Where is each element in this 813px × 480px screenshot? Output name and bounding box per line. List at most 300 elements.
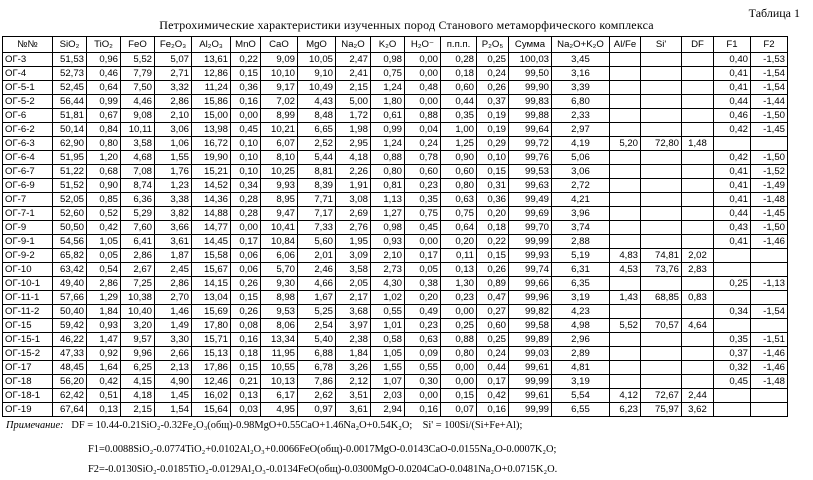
value-cell: 3,16 [552,67,610,81]
value-cell: 99,99 [509,403,552,417]
value-cell: 0,28 [441,53,477,67]
column-header: Na₂O+K₂O [552,37,610,53]
value-cell: 0,07 [441,403,477,417]
sample-id-cell: ОГ-4 [3,67,53,81]
value-cell: 3,51 [336,389,371,403]
value-cell: 0,21 [231,375,261,389]
value-cell [610,221,641,235]
value-cell: 0,10 [231,165,261,179]
value-cell [641,67,682,81]
value-cell [751,403,788,417]
value-cell: 0,51 [87,389,121,403]
value-cell: 0,42 [87,221,121,235]
value-cell: 50,14 [53,123,87,137]
value-cell [641,221,682,235]
value-cell: 0,93 [371,235,405,249]
value-cell: 1,02 [371,291,405,305]
value-cell: 99,99 [509,375,552,389]
sample-id-cell: ОГ-6-2 [3,123,53,137]
value-cell [682,207,714,221]
value-cell: 3,06 [155,123,192,137]
sample-id-cell: ОГ-6-7 [3,165,53,179]
value-cell [714,263,751,277]
value-cell [610,375,641,389]
value-cell: 5,25 [298,305,336,319]
value-cell: 0,75 [405,207,441,221]
value-cell: 3,20 [121,319,155,333]
sample-id-cell: ОГ-18 [3,375,53,389]
value-cell: 0,25 [714,277,751,291]
value-cell: 4,95 [261,403,298,417]
value-cell: 5,70 [261,263,298,277]
value-cell: 15,64 [192,403,231,417]
column-header: H₂O⁻ [405,37,441,53]
value-cell: 3,06 [552,165,610,179]
value-cell: 7,08 [121,165,155,179]
value-cell: 2,05 [336,277,371,291]
value-cell: 12,46 [192,375,231,389]
value-cell: 52,45 [53,81,87,95]
value-cell: 1,01 [371,319,405,333]
value-cell: 4,46 [121,95,155,109]
value-cell: 10,84 [261,235,298,249]
value-cell: 0,46 [714,109,751,123]
value-cell [610,95,641,109]
value-cell: 3,45 [552,53,610,67]
table-row [3,389,788,403]
value-cell: 99,88 [509,109,552,123]
value-cell: 3,97 [336,319,371,333]
value-cell [682,95,714,109]
value-cell: 65,82 [53,249,87,263]
value-cell [610,67,641,81]
value-cell: 0,42 [714,123,751,137]
value-cell: 0,55 [405,361,441,375]
table-row [3,67,788,81]
value-cell: -1,46 [751,235,788,249]
value-cell: 1,84 [336,347,371,361]
value-cell: 0,30 [405,375,441,389]
value-cell: 2,96 [552,333,610,347]
value-cell: 59,42 [53,319,87,333]
sample-id-cell: ОГ-7-1 [3,207,53,221]
value-cell: 1,48 [682,137,714,151]
value-cell: 10,21 [261,123,298,137]
value-cell [641,207,682,221]
value-cell: 0,41 [714,179,751,193]
value-cell: 2,38 [336,333,371,347]
column-header: Al₂O₃ [192,37,231,53]
value-cell: 67,64 [53,403,87,417]
value-cell: 10,41 [261,221,298,235]
value-cell [682,193,714,207]
value-cell [682,347,714,361]
value-cell: 0,16 [231,333,261,347]
value-cell: 1,30 [441,277,477,291]
value-cell [610,165,641,179]
value-cell: 0,19 [477,123,509,137]
petrochemical-table [2,36,788,417]
value-cell: 2,71 [155,67,192,81]
f1-formula: F1=0.0088SiO₂-0.0774TiO₂+0.0102Al₂O₃+0.0066FeO(общ)-0.0017MgO-0.0143CaO-0.0155Na₂O-0.0007K₂O; [88,444,557,455]
value-cell: 2,10 [371,249,405,263]
value-cell: 2,01 [298,249,336,263]
value-cell: 14,15 [192,277,231,291]
value-cell: 0,60 [441,165,477,179]
value-cell: 4,18 [336,151,371,165]
value-cell: 0,96 [87,53,121,67]
value-cell: -1,50 [751,109,788,123]
value-cell [610,235,641,249]
value-cell [610,207,641,221]
value-cell: 0,05 [405,263,441,277]
value-cell: 4,12 [610,389,641,403]
value-cell: 0,00 [405,53,441,67]
value-cell: 56,44 [53,95,87,109]
value-cell: 99,61 [509,361,552,375]
value-cell: 9,17 [261,81,298,95]
value-cell: -1,54 [751,305,788,319]
value-cell: 0,16 [231,95,261,109]
value-cell: 0,06 [231,249,261,263]
value-cell: 10,38 [121,291,155,305]
value-cell: 4,53 [610,263,641,277]
value-cell: 3,82 [155,207,192,221]
value-cell: 4,21 [552,193,610,207]
value-cell: 2,45 [155,263,192,277]
value-cell: 0,44 [714,207,751,221]
table-row [3,221,788,235]
value-cell [641,165,682,179]
value-cell: 8,10 [261,151,298,165]
value-cell: 0,15 [477,249,509,263]
value-cell: 0,67 [87,109,121,123]
value-cell: 0,43 [714,221,751,235]
sample-id-cell: ОГ-5-2 [3,95,53,109]
value-cell: 0,18 [477,221,509,235]
table-row [3,263,788,277]
value-cell: 0,23 [441,291,477,305]
value-cell: 0,04 [405,123,441,137]
value-cell: -1,46 [751,361,788,375]
value-cell: 99,99 [509,235,552,249]
value-cell: 6,17 [261,389,298,403]
value-cell: 0,00 [405,389,441,403]
value-cell: 99,96 [509,291,552,305]
value-cell: 4,18 [121,389,155,403]
value-cell: 1,13 [371,193,405,207]
value-cell: 99,89 [509,333,552,347]
value-cell: 3,08 [336,193,371,207]
sample-id-cell: ОГ-7 [3,193,53,207]
value-cell: 0,28 [231,193,261,207]
value-cell: 0,28 [231,207,261,221]
table-row [3,165,788,179]
value-cell: 14,52 [192,179,231,193]
value-cell [641,333,682,347]
value-cell: 9,96 [121,347,155,361]
value-cell: 3,58 [336,263,371,277]
value-cell: 2,69 [336,207,371,221]
value-cell: 4,68 [121,151,155,165]
value-cell: -1,45 [751,207,788,221]
value-cell: 1,27 [371,207,405,221]
table-body [3,53,788,417]
value-cell [610,53,641,67]
value-cell: 0,98 [371,53,405,67]
value-cell: 0,58 [371,333,405,347]
value-cell: 0,19 [477,109,509,123]
value-cell: 0,06 [231,263,261,277]
value-cell: 8,48 [298,109,336,123]
value-cell: 50,50 [53,221,87,235]
value-cell: 4,43 [298,95,336,109]
value-cell [641,53,682,67]
value-cell: 0,88 [441,333,477,347]
value-cell: 13,98 [192,123,231,137]
value-cell [610,109,641,123]
value-cell [682,67,714,81]
sample-id-cell: ОГ-9-1 [3,235,53,249]
value-cell: 7,60 [121,221,155,235]
value-cell: 0,00 [441,305,477,319]
value-cell: 0,32 [714,361,751,375]
value-cell: 10,10 [261,67,298,81]
value-cell: 1,05 [371,347,405,361]
table-number: Таблица 1 [748,6,800,20]
value-cell: 75,97 [641,403,682,417]
value-cell: 1,80 [371,95,405,109]
value-cell: 99,03 [509,347,552,361]
value-cell [641,109,682,123]
value-cell: 99,82 [509,305,552,319]
value-cell: 7,71 [298,193,336,207]
sample-id-cell: ОГ-3 [3,53,53,67]
value-cell: 14,77 [192,221,231,235]
value-cell [682,165,714,179]
value-cell: 3,39 [552,81,610,95]
value-cell: 0,16 [477,403,509,417]
value-cell: 0,20 [441,235,477,249]
value-cell: 4,66 [298,277,336,291]
value-cell: 2,94 [371,403,405,417]
value-cell: 0,00 [405,95,441,109]
value-cell: 14,36 [192,193,231,207]
table-row [3,249,788,263]
table-row [3,375,788,389]
table-row [3,305,788,319]
value-cell: 6,80 [552,95,610,109]
column-header: п.п.п. [441,37,477,53]
value-cell: 0,17 [405,249,441,263]
value-cell: 0,15 [477,165,509,179]
value-cell: 15,67 [192,263,231,277]
value-cell: 0,11 [441,249,477,263]
value-cell: 0,40 [714,53,751,67]
value-cell: 10,13 [261,375,298,389]
value-cell: 51,95 [53,151,87,165]
value-cell: 5,06 [552,151,610,165]
value-cell: -1,51 [751,333,788,347]
value-cell [682,179,714,193]
sample-id-cell: ОГ-19 [3,403,53,417]
value-cell: -1,13 [751,277,788,291]
value-cell: 2,03 [371,389,405,403]
value-cell: 2,97 [552,123,610,137]
column-header: №№ [3,37,53,53]
value-cell: 4,90 [155,375,192,389]
value-cell: 0,10 [477,151,509,165]
column-header: K₂O [371,37,405,53]
value-cell: 8,81 [298,165,336,179]
table-row [3,193,788,207]
value-cell: 7,02 [261,95,298,109]
value-cell: 0,75 [371,67,405,81]
value-cell: 0,00 [231,221,261,235]
value-cell: 0,35 [441,109,477,123]
value-cell: 9,10 [298,67,336,81]
value-cell: 2,88 [552,235,610,249]
value-cell: 2,10 [155,109,192,123]
column-header: Al/Fe [610,37,641,53]
sample-id-cell: ОГ-15-1 [3,333,53,347]
value-cell: 1,98 [336,123,371,137]
value-cell: 7,79 [121,67,155,81]
value-cell: 47,33 [53,347,87,361]
value-cell: 62,42 [53,389,87,403]
table-row [3,333,788,347]
value-cell: 57,66 [53,291,87,305]
value-cell: 11,24 [192,81,231,95]
f2-formula: F2=-0.0130SiO₂-0.0185TiO₂-0.0129Al₂O₃-0.0134FeO(общ)-0.0300MgO-0.0204CaO-0.0481Na₂O+0.0715K₂O. [88,464,558,475]
column-header: CaO [261,37,298,53]
value-cell: 72,80 [641,137,682,151]
value-cell: 10,05 [298,53,336,67]
value-cell: 6,65 [298,123,336,137]
value-cell: 0,60 [405,165,441,179]
value-cell: 4,64 [682,319,714,333]
value-cell: 12,86 [192,67,231,81]
value-cell: 0,88 [371,151,405,165]
value-cell: 1,91 [336,179,371,193]
table-row [3,291,788,305]
value-cell: 0,90 [441,151,477,165]
sample-id-cell: ОГ-6 [3,109,53,123]
table-row [3,319,788,333]
table-row [3,235,788,249]
value-cell: 3,32 [155,81,192,95]
table-row [3,95,788,109]
value-cell: 9,53 [261,305,298,319]
value-cell: 2,72 [552,179,610,193]
value-cell: 1,95 [336,235,371,249]
value-cell: 2,86 [155,95,192,109]
value-cell: 0,26 [477,81,509,95]
value-cell: 51,53 [53,53,87,67]
value-cell [682,361,714,375]
value-cell: 5,44 [298,151,336,165]
table-row [3,207,788,221]
value-cell: 0,54 [87,263,121,277]
value-cell: 2,15 [121,403,155,417]
value-cell: 1,87 [155,249,192,263]
value-cell: 0,64 [441,221,477,235]
value-cell: 0,92 [87,347,121,361]
value-cell: 1,54 [155,403,192,417]
value-cell: 0,44 [477,361,509,375]
value-cell: 9,30 [261,277,298,291]
value-cell: 4,15 [121,375,155,389]
value-cell: 2,86 [87,277,121,291]
value-cell [682,123,714,137]
value-cell [682,81,714,95]
sample-id-cell: ОГ-10 [3,263,53,277]
value-cell: 13,34 [261,333,298,347]
sample-id-cell: ОГ-11-1 [3,291,53,305]
value-cell: 5,07 [155,53,192,67]
value-cell: -1,53 [751,53,788,67]
value-cell: 2,73 [371,263,405,277]
value-cell: 9,93 [261,179,298,193]
value-cell: 0,37 [714,347,751,361]
value-cell: 0,36 [477,193,509,207]
value-cell: 1,67 [298,291,336,305]
value-cell: 10,11 [121,123,155,137]
value-cell: 5,20 [610,137,641,151]
value-cell: 2,67 [121,263,155,277]
value-cell: 62,90 [53,137,87,151]
value-cell: 0,24 [477,347,509,361]
value-cell: 99,70 [509,221,552,235]
value-cell: 2,66 [155,347,192,361]
value-cell: 0,23 [405,319,441,333]
value-cell: 0,80 [371,165,405,179]
value-cell: 15,58 [192,249,231,263]
value-cell: 5,60 [298,235,336,249]
value-cell: 4,81 [552,361,610,375]
value-cell: 0,36 [231,81,261,95]
value-cell: 10,49 [298,81,336,95]
value-cell [641,235,682,249]
value-cell: 99,50 [509,67,552,81]
value-cell [610,193,641,207]
value-cell: 4,23 [552,305,610,319]
value-cell: 99,90 [509,81,552,95]
column-header: Si' [641,37,682,53]
value-cell: 0,15 [231,361,261,375]
value-cell: 1,05 [87,235,121,249]
value-cell: 0,46 [87,67,121,81]
value-cell: 0,84 [87,123,121,137]
value-cell: 4,19 [552,137,610,151]
value-cell: 9,09 [261,53,298,67]
value-cell: 1,72 [336,109,371,123]
value-cell: 0,34 [714,305,751,319]
table-row [3,361,788,375]
value-cell: 99,83 [509,95,552,109]
value-cell: 6,06 [261,249,298,263]
value-cell: 2,89 [552,347,610,361]
value-cell: 2,13 [155,361,192,375]
value-cell: 99,63 [509,179,552,193]
value-cell [682,53,714,67]
value-cell: 0,26 [231,305,261,319]
value-cell [610,179,641,193]
value-cell: 0,99 [87,95,121,109]
value-cell: 0,45 [405,221,441,235]
value-cell: 5,00 [336,95,371,109]
value-cell: 99,69 [509,207,552,221]
